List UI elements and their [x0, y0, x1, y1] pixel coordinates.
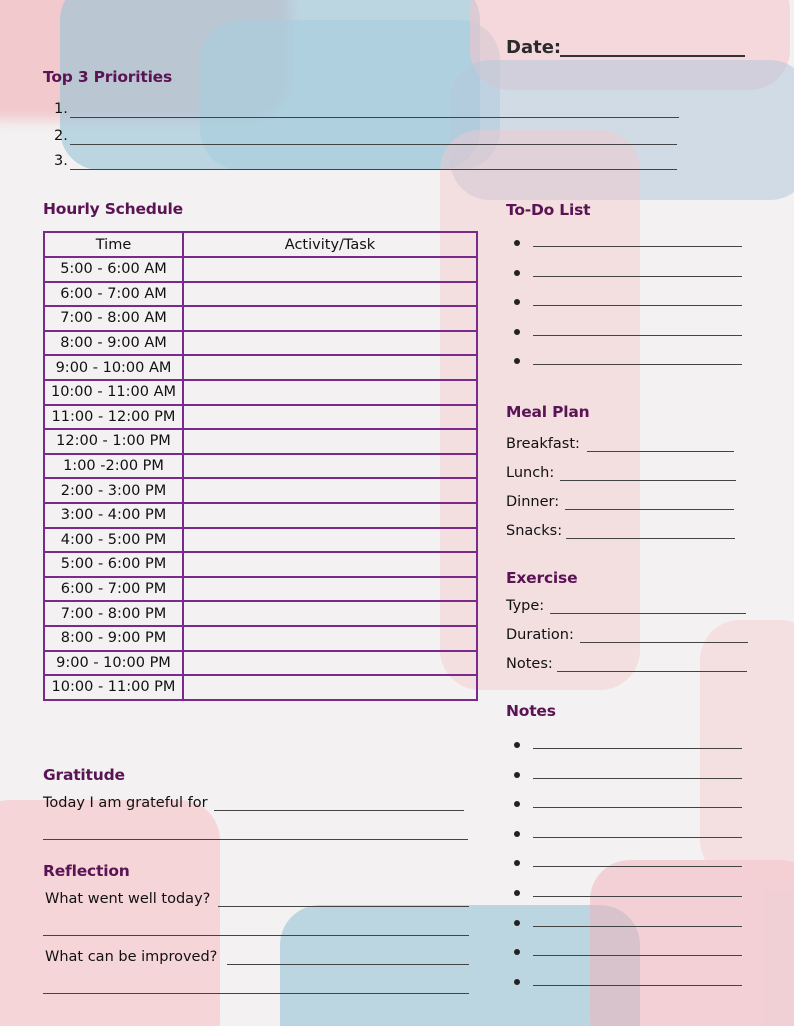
reflection-answer-2b-line[interactable]: [43, 993, 469, 994]
bullet-icon: [514, 949, 520, 955]
schedule-row: [44, 528, 477, 553]
gratitude-prompt: Today I am grateful for: [43, 795, 208, 811]
schedule-row: [44, 257, 477, 282]
schedule-table: [43, 231, 478, 701]
bullet-icon: [514, 801, 520, 807]
reflection-answer-2-line[interactable]: [227, 964, 469, 965]
time-slot-label: 4:00 - 5:00 PM: [44, 528, 183, 553]
bullet-icon: [514, 860, 520, 866]
gratitude-line-2[interactable]: [43, 839, 468, 840]
activity-cell[interactable]: [183, 405, 477, 430]
bullet-icon: [514, 358, 520, 364]
bullet-icon: [514, 772, 520, 778]
schedule-row: [44, 577, 477, 602]
notes-line[interactable]: [533, 926, 742, 927]
time-slot-label: 8:00 - 9:00 AM: [44, 331, 183, 356]
time-slot-label: 10:00 - 11:00 AM: [44, 380, 183, 405]
activity-cell[interactable]: [183, 577, 477, 602]
time-slot-label: 9:00 - 10:00 PM: [44, 651, 183, 676]
lunch-label: Lunch:: [506, 465, 555, 481]
snacks-label: Snacks:: [506, 523, 563, 539]
time-slot-label: 5:00 - 6:00 AM: [44, 257, 183, 282]
time-slot-label: 12:00 - 1:00 PM: [44, 429, 183, 454]
schedule-row: [44, 675, 477, 700]
exercise-duration-label: Duration:: [506, 627, 574, 643]
time-slot-label: 2:00 - 3:00 PM: [44, 478, 183, 503]
priority-number-3: 3.: [54, 153, 68, 169]
gratitude-heading: Gratitude: [43, 766, 125, 784]
time-slot-label: 7:00 - 8:00 AM: [44, 306, 183, 331]
exercise-duration-line[interactable]: [580, 642, 748, 643]
bullet-icon: [514, 299, 520, 305]
notes-line[interactable]: [533, 837, 742, 838]
time-slot-label: 3:00 - 4:00 PM: [44, 503, 183, 528]
schedule-row: [44, 405, 477, 430]
notes-line[interactable]: [533, 985, 742, 986]
activity-cell[interactable]: [183, 528, 477, 553]
snacks-line[interactable]: [566, 538, 735, 539]
time-column-header: Time: [44, 232, 183, 257]
activity-cell[interactable]: [183, 429, 477, 454]
schedule-header-row: [44, 232, 477, 257]
exercise-type-label: Type:: [506, 598, 545, 614]
priority-number-2: 2.: [54, 128, 68, 144]
activity-cell[interactable]: [183, 675, 477, 700]
priority-line-3[interactable]: [70, 169, 677, 170]
schedule-row: [44, 503, 477, 528]
reflection-heading: Reflection: [43, 862, 130, 880]
bullet-icon: [514, 920, 520, 926]
schedule-row: [44, 601, 477, 626]
notes-line[interactable]: [533, 748, 742, 749]
bullet-icon: [514, 831, 520, 837]
schedule-row: [44, 331, 477, 356]
date-field-line[interactable]: [560, 55, 745, 57]
activity-cell[interactable]: [183, 380, 477, 405]
schedule-row: [44, 355, 477, 380]
time-slot-label: 6:00 - 7:00 AM: [44, 282, 183, 307]
dinner-label: Dinner:: [506, 494, 560, 510]
schedule-row: [44, 429, 477, 454]
meal-plan-heading: Meal Plan: [506, 403, 590, 421]
schedule-row: [44, 478, 477, 503]
activity-cell[interactable]: [183, 651, 477, 676]
activity-cell[interactable]: [183, 331, 477, 356]
exercise-notes-line[interactable]: [557, 671, 747, 672]
time-slot-label: 8:00 - 9:00 PM: [44, 626, 183, 651]
activity-cell[interactable]: [183, 503, 477, 528]
bullet-icon: [514, 329, 520, 335]
activity-cell[interactable]: [183, 478, 477, 503]
notes-line[interactable]: [533, 778, 742, 779]
gratitude-line-1[interactable]: [214, 810, 464, 811]
activity-cell[interactable]: [183, 355, 477, 380]
exercise-notes-label: Notes:: [506, 656, 553, 672]
breakfast-line[interactable]: [587, 451, 734, 452]
time-slot-label: 5:00 - 6:00 PM: [44, 552, 183, 577]
schedule-heading: Hourly Schedule: [43, 200, 183, 218]
breakfast-label: Breakfast:: [506, 436, 580, 452]
time-slot-label: 1:00 -2:00 PM: [44, 454, 183, 479]
reflection-answer-1-line[interactable]: [218, 906, 469, 907]
time-slot-label: 6:00 - 7:00 PM: [44, 577, 183, 602]
exercise-heading: Exercise: [506, 569, 578, 587]
activity-cell[interactable]: [183, 626, 477, 651]
bullet-icon: [514, 240, 520, 246]
reflection-answer-1b-line[interactable]: [43, 935, 469, 936]
priority-line-1[interactable]: [70, 117, 679, 118]
todo-line[interactable]: [533, 276, 742, 277]
dinner-line[interactable]: [565, 509, 734, 510]
activity-cell[interactable]: [183, 282, 477, 307]
todo-line[interactable]: [533, 246, 742, 247]
schedule-row: [44, 651, 477, 676]
activity-cell[interactable]: [183, 257, 477, 282]
date-label: Date:: [506, 37, 562, 58]
priorities-heading: Top 3 Priorities: [43, 68, 173, 86]
bullet-icon: [514, 979, 520, 985]
activity-cell[interactable]: [183, 454, 477, 479]
todo-heading: To-Do List: [506, 201, 591, 219]
bullet-icon: [514, 742, 520, 748]
reflection-question-1: What went well today?: [45, 891, 211, 907]
schedule-row: [44, 380, 477, 405]
schedule-row: [44, 552, 477, 577]
lunch-line[interactable]: [560, 480, 736, 481]
notes-line[interactable]: [533, 866, 742, 867]
todo-line[interactable]: [533, 305, 742, 306]
reflection-question-2: What can be improved?: [45, 949, 218, 965]
time-slot-label: 9:00 - 10:00 AM: [44, 355, 183, 380]
notes-line[interactable]: [533, 955, 742, 956]
notes-line[interactable]: [533, 896, 742, 897]
time-slot-label: 11:00 - 12:00 PM: [44, 405, 183, 430]
activity-cell[interactable]: [183, 306, 477, 331]
bullet-icon: [514, 890, 520, 896]
priority-number-1: 1.: [54, 101, 68, 117]
activity-column-header: Activity/Task: [183, 232, 477, 257]
bullet-icon: [514, 270, 520, 276]
activity-cell[interactable]: [183, 601, 477, 626]
notes-line[interactable]: [533, 807, 742, 808]
schedule-row: [44, 626, 477, 651]
notes-heading: Notes: [506, 702, 556, 720]
time-slot-label: 7:00 - 8:00 PM: [44, 601, 183, 626]
time-slot-label: 10:00 - 11:00 PM: [44, 675, 183, 700]
schedule-row: [44, 454, 477, 479]
todo-line[interactable]: [533, 335, 742, 336]
activity-cell[interactable]: [183, 552, 477, 577]
todo-line[interactable]: [533, 364, 742, 365]
schedule-row: [44, 282, 477, 307]
exercise-type-line[interactable]: [550, 613, 746, 614]
schedule-row: [44, 306, 477, 331]
priority-line-2[interactable]: [70, 144, 677, 145]
